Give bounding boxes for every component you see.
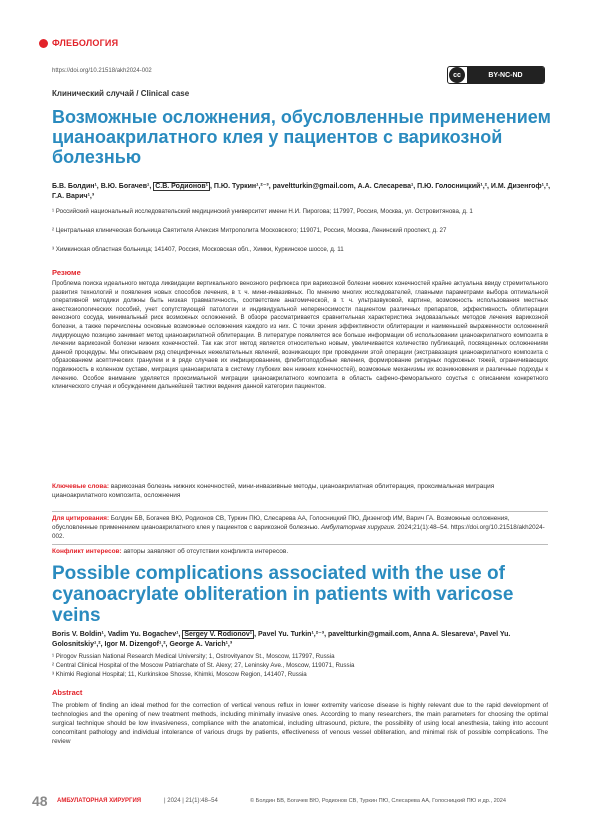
footer-copyright: © Болдин БВ, Богачев ВЮ, Родионов СВ, Туркин ПЮ, Слесарева АА, Голосницкий ПЮ и др., 2024 — [250, 798, 507, 804]
affiliation-en-3: ³ Khimki Regional Hospital; 11, Kurkinskoe Shosse, Khimki, Moscow Region, 141407, Russia — [52, 671, 307, 678]
authors-en — [52, 630, 552, 650]
title-en: Possible complications associated with the use of cyanoacrylate obliteration in patients with varicose veins — [52, 563, 514, 626]
license-label: BY-NC-ND — [467, 67, 544, 83]
abstract-ru: Проблема поиска идеального метода ликвидации вертикального венозного рефлюкса при варикозной болезни нижних конечностей крайне актуальна ввиду стремительного развития технологий и появления новых способов лечения, в т. ч. мини-инвазивных. По мнению многих исследователей, главными параметрами выбора оптимальной оперативной методики должны быть низкая травматичность, соответствие анатомической, в т. ч. ультразвуковой, картине, возможность использования местных анестезиологических пособий, учет сопутствующей патологии и индивидуальной непереносимости пациентом различных препаратов, эффективность облитерации венозного сосуда, минимальный риск возможных осложнений. В обзоре рассматривается сравнительная характеристика эндовазальных методов лечения варикозной болезни, а также перечислены основные возможные осложнения каждого из них. С точки зрения эффективности облитерации и наименьшей выраженности осложнений лидирующую позицию занимает метод цианоакрилатной облитерации. В литературе появляется все больше информации об использовании цианоакрилатного композита в лечении варикозной болезни нижних конечностей. Так как этот метод является относительно новым, увеличивается количество публикаций, посвященных осложнениям данной процедуры. Мы описываем ряд специфичных нежелательных явлений, возникающих при проведении этой операции (экстравазация цианоакрилатного композита с образованием асептических гранулем и в ряде случаев их инфицированием, флебитоподобные явления, формирование ригидных подкожных тяжей, ограничивающих подвижность в коленном суставе, миграция цианоакрилата в систему глубоких вен нижних конечностей), возможные механизмы их возникновения и различные подходы к лечению. Особое внимание уделяется проксимальной миграции цианоакрилатного композита в область сафено-феморального соустья с описанием конкретного клинического случая и обсуждением дальнейшей тактики ведения данной категории пациентов. — [52, 280, 548, 391]
license-badge[interactable] — [447, 66, 545, 84]
authors-ru — [52, 182, 552, 202]
abstract-heading-ru: Резюме — [52, 268, 81, 277]
affiliation-ru-3: ³ Химкинская областная больница; 141407, Россия, Московская обл., Химки, Куркинское шоссе, д. 11 — [52, 246, 344, 253]
section-tag — [39, 38, 118, 48]
authors-ru-boxed: С.В. Родионов¹ — [155, 183, 209, 190]
citation — [52, 515, 548, 541]
conflict-of-interest — [52, 548, 548, 555]
citation-text-1: Болдин БВ, Богачев ВЮ, Родионов СВ, Туркин ПЮ, Слесарева АА, Голосницкий ПЮ, Дизенгоф ИМ, Варич ГА. Возможные осложнения, обусловленные применением цианоакрилатного клея у пациентов с варикозной болезнью. — [52, 515, 510, 531]
affiliation-ru-1: ¹ Российский национальный исследовательский медицинский университет имени Н.И. Пирогова; 117997, Россия, Москва, ул. Островитянова, д. 1 — [52, 208, 473, 215]
authors-en-part1: Boris V. Boldin¹, Vadim Yu. Bogachev¹, — [52, 631, 183, 638]
keywords-label: Ключевые слова: — [52, 483, 110, 490]
authors-en-boxed: Sergey V. Rodionov¹ — [184, 631, 253, 638]
keywords-text: варикозная болезнь нижних конечностей, мини-инвазивные методы, цианоакрилатная облитерация, проксимальная миграция цианоакрилатного композита, осложнения — [52, 483, 495, 499]
footer-journal: АМБУЛАТОРНАЯ ХИРУРГИЯ — [57, 798, 142, 804]
affiliation-en-1: ¹ Pirogov Russian National Research Medical University; 1, Ostrovityanov St., Moscow, 117997, Russia — [52, 653, 335, 660]
coi-text: авторы заявляют об отсутствии конфликта интересов. — [121, 548, 289, 555]
keywords-ru — [52, 482, 548, 500]
divider — [52, 511, 548, 512]
citation-label: Для цитирования: — [52, 515, 110, 522]
title-ru: Возможные осложнения, обусловленные применением цианоакрилатного клея у пациентов с варикозной болезнью — [52, 107, 551, 167]
cc-icon: cc — [449, 67, 465, 83]
authors-en-part2: , Pavel Yu. Turkin¹,²⁻³, paveltturkin@gmail.com, Anna A. Slesareva¹, Pavel Yu. Golosnitskiy¹,², Igor M. Dizengof¹,², George A. Varich¹,³ — [52, 631, 511, 648]
coi-label: Конфликт интересов: — [52, 548, 122, 555]
article-type: Клинический случай / Clinical case — [52, 89, 190, 98]
authors-ru-part2: , П.Ю. Туркин¹,²⁻³, paveltturkin@gmail.com, А.А. Слесарева¹, П.Ю. Голосницкий¹,², И.М. Дизенгоф¹,², Г.А. Варич¹,³ — [52, 183, 551, 200]
section-label: ФЛЕБОЛОГИЯ — [52, 38, 119, 48]
section-dot-icon — [39, 39, 48, 48]
affiliation-ru-2: ² Центральная клиническая больница Святителя Алексия Митрополита Московского; 119071, Россия, Москва, Ленинский проспект, д. 27 — [52, 227, 447, 234]
abstract-en: The problem of finding an ideal method for the correction of vertical venous reflux in lower extremity varicose disease is highly relevant due to the rapid development of technologies and the opening of new treatment methods, including minimally invasive ones. According to many researchers, the main parameters for choosing the optimal surgical technique should be low invasiveness, compliance with the anatomical, including ultrasound, picture, the possibility of using local anesthesia, taking into account concomitant pathology and individual intolerance of various drugs by patients, effectiveness of venous vessel obliteration, and minimal risk of possible complications. The review — [52, 702, 548, 745]
divider — [52, 544, 548, 545]
page-number: 48 — [32, 793, 48, 809]
citation-text-2: 2024;21(1):48–54. https://doi.org/10.21518/akh2024-002. — [52, 523, 545, 540]
affiliation-en-2: ² Central Clinical Hospital of the Moscow Patriarchate of St. Alexy; 27, Leninsky Ave., Moscow, 119071, Russia — [52, 662, 355, 669]
doi-link[interactable]: https://doi.org/10.21518/akh2024-002 — [52, 68, 152, 74]
abstract-heading-en: Abstract — [52, 688, 83, 697]
footer-volume: | 2024 | 21(1):48–54 — [164, 798, 218, 804]
citation-journal: Амбулаторная хирургия. — [321, 523, 396, 531]
authors-ru-part1: Б.В. Болдин¹, В.Ю. Богачев¹, — [52, 183, 154, 190]
